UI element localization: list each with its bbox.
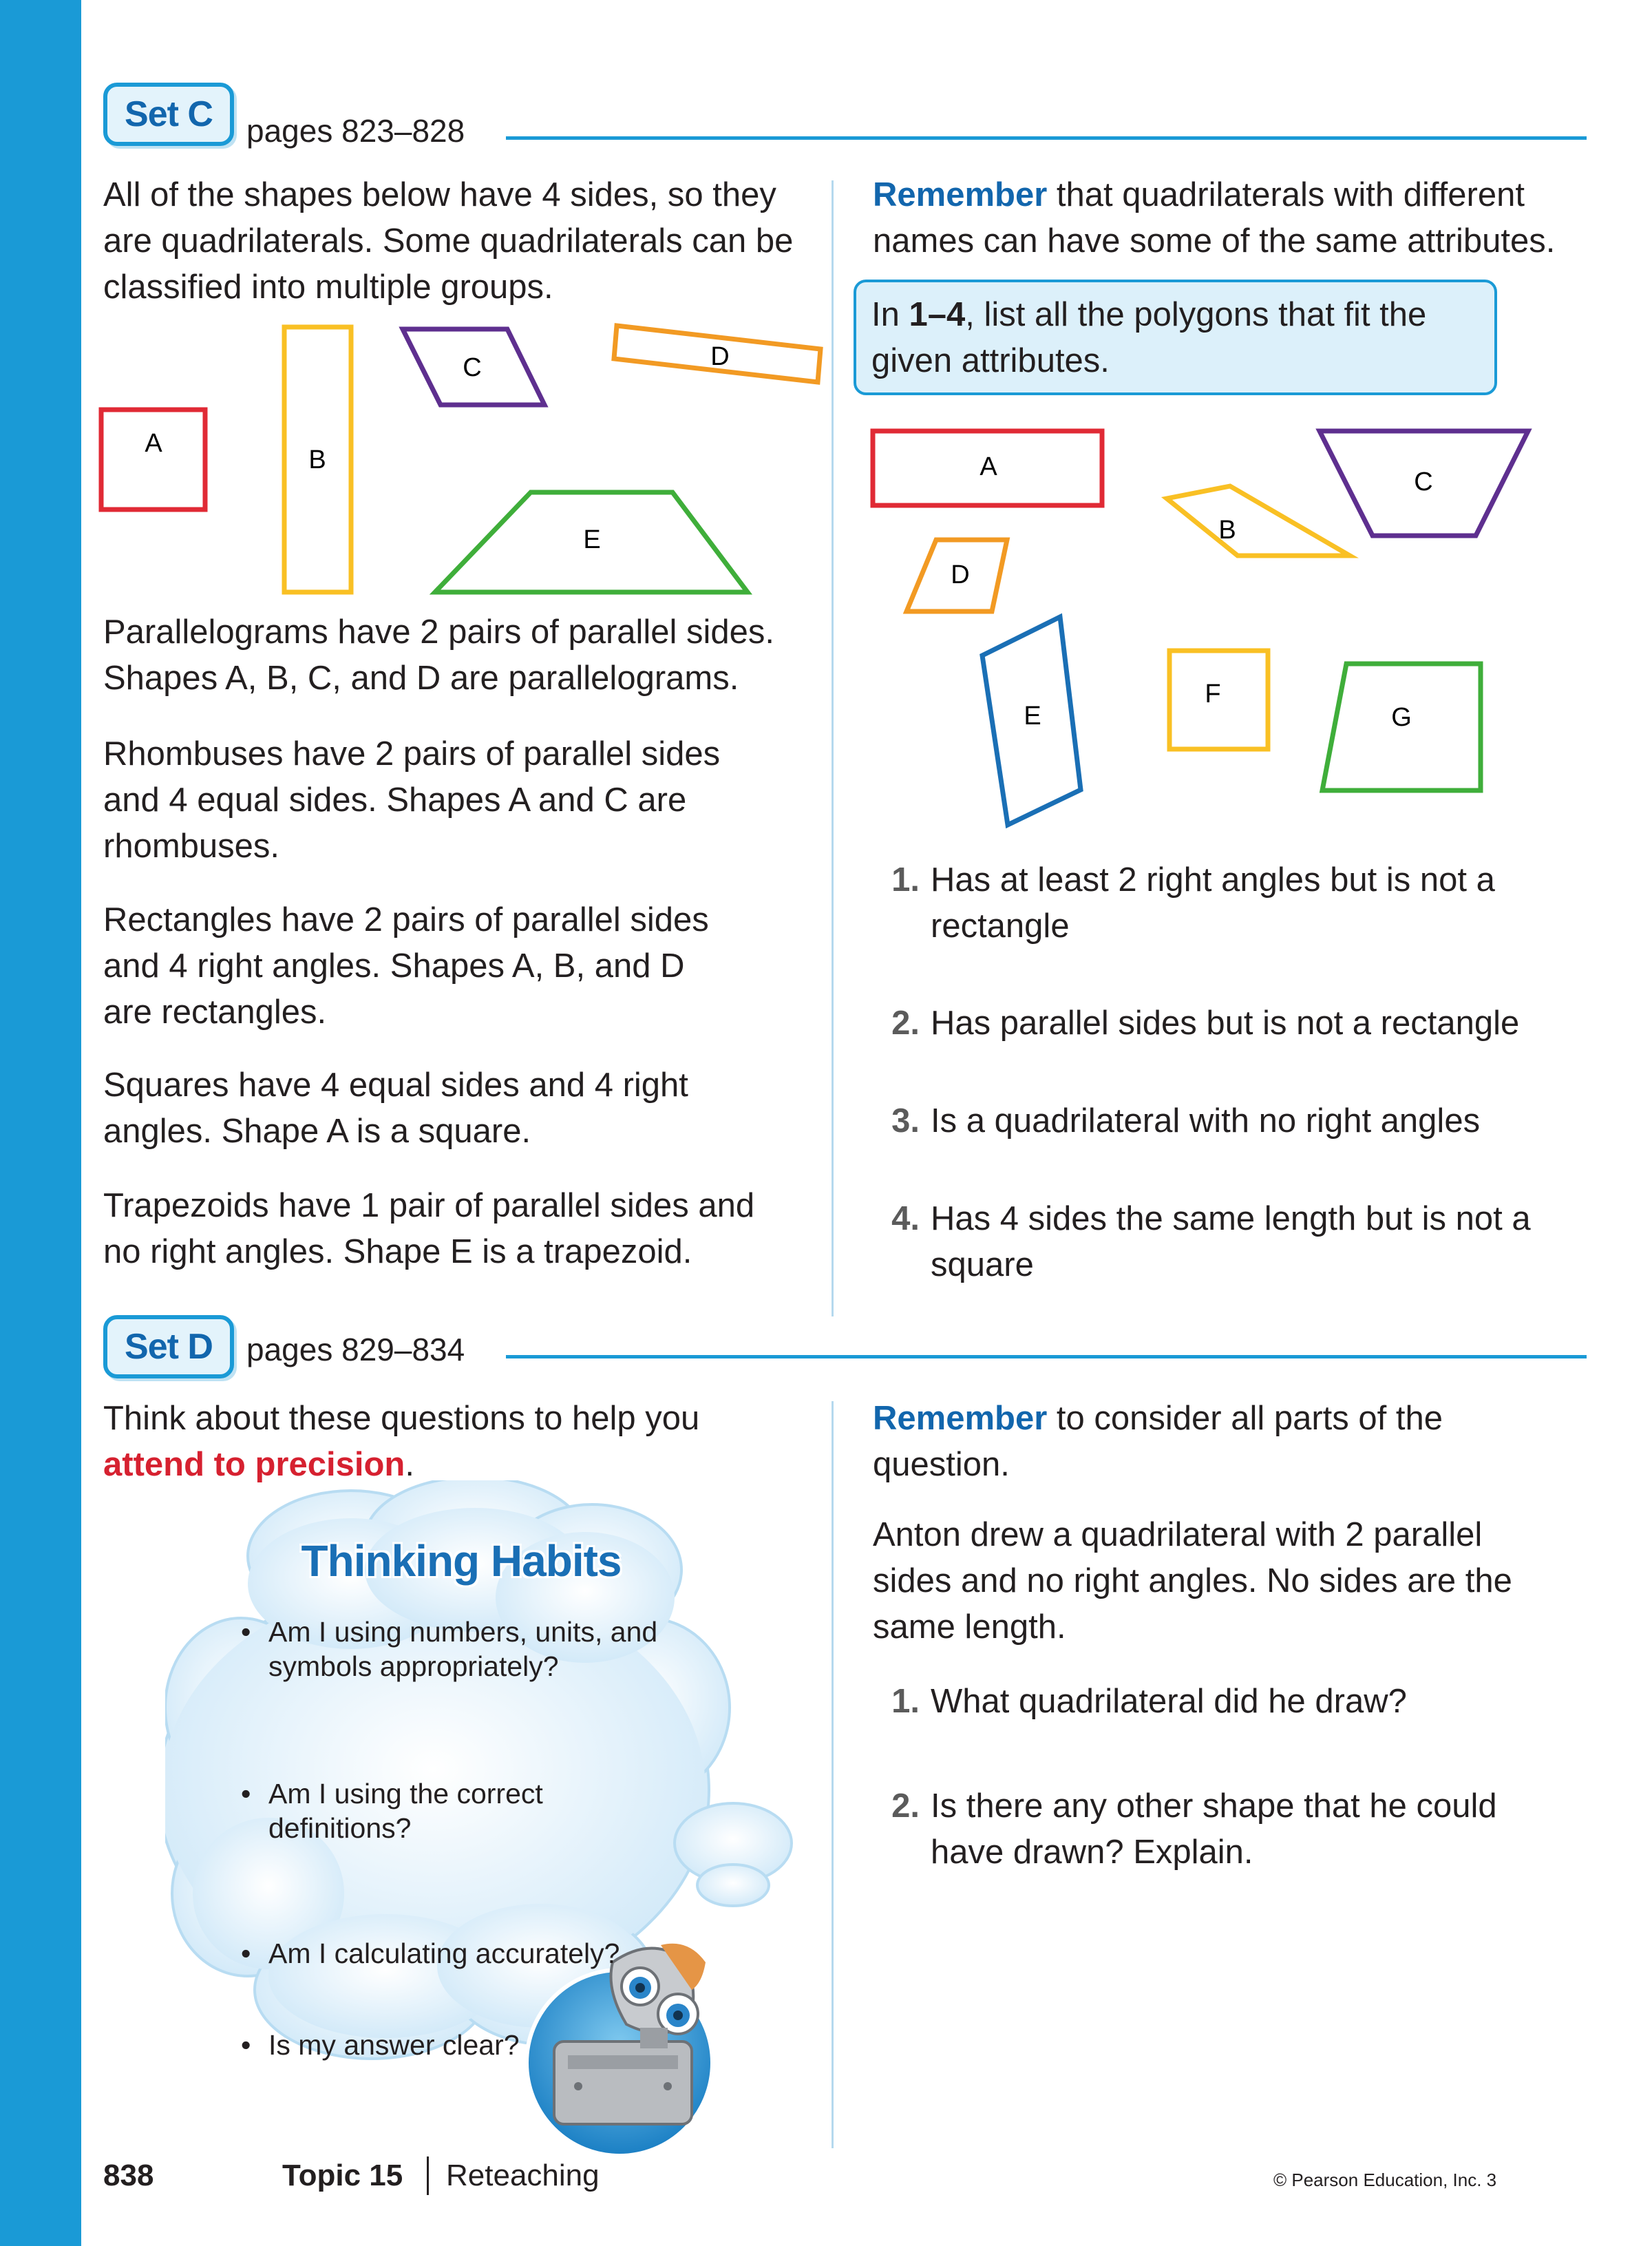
habit-text: Is my answer clear? xyxy=(268,2029,520,2061)
set-d-remember xyxy=(873,1396,1465,1488)
intro-period: . xyxy=(405,1446,414,1483)
parallelograms-text: Parallelograms have 2 pairs of parallel sides. Shapes A, B, C, and D are parallelograms. xyxy=(103,613,775,697)
question-number: 2. xyxy=(891,1787,920,1825)
remember-label: Remember xyxy=(873,1400,1048,1437)
intro-text: Think about these questions to help you xyxy=(103,1400,700,1437)
instruction-post: , list all the polygons that fit the given attributes. xyxy=(871,296,1427,379)
thinking-habits-title: Thinking Habits xyxy=(301,1536,622,1586)
habit-item xyxy=(241,2028,681,2062)
set-c-polygons xyxy=(847,413,1590,840)
bullet-icon: • xyxy=(241,2029,251,2061)
set-c-question-1 xyxy=(873,857,1575,949)
polygon-d-label: D xyxy=(951,560,970,589)
set-d-intro xyxy=(103,1396,798,1488)
anton-problem: Anton drew a quadrilateral with 2 parallel sides and no right angles. No sides are the same length. xyxy=(873,1516,1512,1646)
set-d-question-1 xyxy=(873,1679,1575,1725)
polygon-g-label: G xyxy=(1391,703,1412,732)
set-c-instruction xyxy=(854,280,1497,395)
habit-item xyxy=(241,1776,626,1845)
set-d-badge: Set D xyxy=(103,1315,234,1378)
question-number: 1. xyxy=(891,861,920,899)
footer-separator xyxy=(427,2156,429,2195)
squares-text: Squares have 4 equal sides and 4 right angles. Shape A is a square. xyxy=(103,1067,688,1150)
habit-text: Am I using numbers, units, and symbols appropriately? xyxy=(268,1616,658,1682)
shape-c-label: C xyxy=(463,353,482,382)
question-text: Is there any other shape that he could have drawn? Explain. xyxy=(931,1787,1497,1871)
bullet-icon: • xyxy=(241,1938,251,1969)
set-d-rule xyxy=(506,1355,1587,1358)
section-label: Reteaching xyxy=(446,2159,600,2192)
question-number: 4. xyxy=(891,1200,920,1237)
question-number: 3. xyxy=(891,1102,920,1140)
habit-item xyxy=(241,1936,681,1971)
set-c-remember xyxy=(873,172,1589,264)
bullet-icon: • xyxy=(241,1616,251,1648)
thought-bubble-small xyxy=(697,1865,769,1906)
set-c-badge: Set C xyxy=(103,83,234,146)
question-text: Has at least 2 right angles but is not a rectangle xyxy=(931,861,1495,945)
habit-text: Am I using the correct definitions? xyxy=(268,1778,543,1844)
question-number: 2. xyxy=(891,1005,920,1042)
left-margin-bar xyxy=(0,0,81,2246)
habit-item xyxy=(241,1615,681,1683)
question-text: What quadrilateral did he draw? xyxy=(931,1683,1407,1720)
rhombuses-text: Rhombuses have 2 pairs of parallel sides and 4 equal sides. Shapes A and C are rhombuses. xyxy=(103,735,721,865)
set-c-pages: pages 823–828 xyxy=(246,113,465,149)
polygon-c-label: C xyxy=(1414,468,1433,496)
shape-b-label: B xyxy=(308,445,326,474)
question-text: Has 4 sides the same length but is not a square xyxy=(931,1200,1531,1283)
polygon-f-label: F xyxy=(1205,680,1221,709)
question-text: Has parallel sides but is not a rectangle xyxy=(931,1005,1520,1042)
set-c-question-2 xyxy=(873,1000,1575,1047)
set-c-question-4 xyxy=(873,1196,1575,1288)
set-d-divider xyxy=(832,1401,834,2148)
polygon-e-label: E xyxy=(1024,702,1041,731)
shape-e-label: E xyxy=(583,525,601,554)
page-number: 838 xyxy=(103,2159,154,2192)
remember-text: that quadrilaterals with different names can have some of the same attributes. xyxy=(873,176,1556,260)
set-c-rule xyxy=(506,136,1587,140)
topic-label: Topic 15 xyxy=(282,2159,403,2192)
bullet-icon: • xyxy=(241,1778,251,1809)
question-text: Is a quadrilateral with no right angles xyxy=(931,1102,1481,1140)
remember-text: to consider all parts of the question. xyxy=(873,1400,1443,1483)
shape-a-label: A xyxy=(145,429,162,458)
remember-label: Remember xyxy=(873,176,1048,213)
set-d-pages: pages 829–834 xyxy=(246,1332,465,1367)
habit-text: Am I calculating accurately? xyxy=(268,1938,620,1969)
polygon-a-label: A xyxy=(979,452,997,481)
question-number: 1. xyxy=(891,1683,920,1720)
polygon-b xyxy=(1167,486,1350,556)
shape-a xyxy=(101,410,205,510)
set-d-question-2 xyxy=(873,1783,1575,1876)
copyright: © Pearson Education, Inc. 3 xyxy=(1273,2170,1497,2190)
instruction-pre: In xyxy=(871,296,909,333)
set-c-question-3 xyxy=(873,1098,1575,1144)
polygon-b-label: B xyxy=(1218,516,1236,545)
set-c-intro: All of the shapes below have 4 sides, so they are quadrilaterals. Some quadrilaterals can be classified into multiple groups. xyxy=(103,176,794,306)
precision-emphasis: attend to precision xyxy=(103,1446,405,1483)
instruction-range: 1–4 xyxy=(909,296,966,333)
shape-d-label: D xyxy=(710,342,730,371)
set-c-shapes xyxy=(89,310,833,606)
rectangles-text: Rectangles have 2 pairs of parallel sides and 4 right angles. Shapes A, B, and D are rectangles. xyxy=(103,901,709,1031)
trapezoids-text: Trapezoids have 1 pair of parallel sides and no right angles. Shape E is a trapezoid. xyxy=(103,1187,755,1270)
